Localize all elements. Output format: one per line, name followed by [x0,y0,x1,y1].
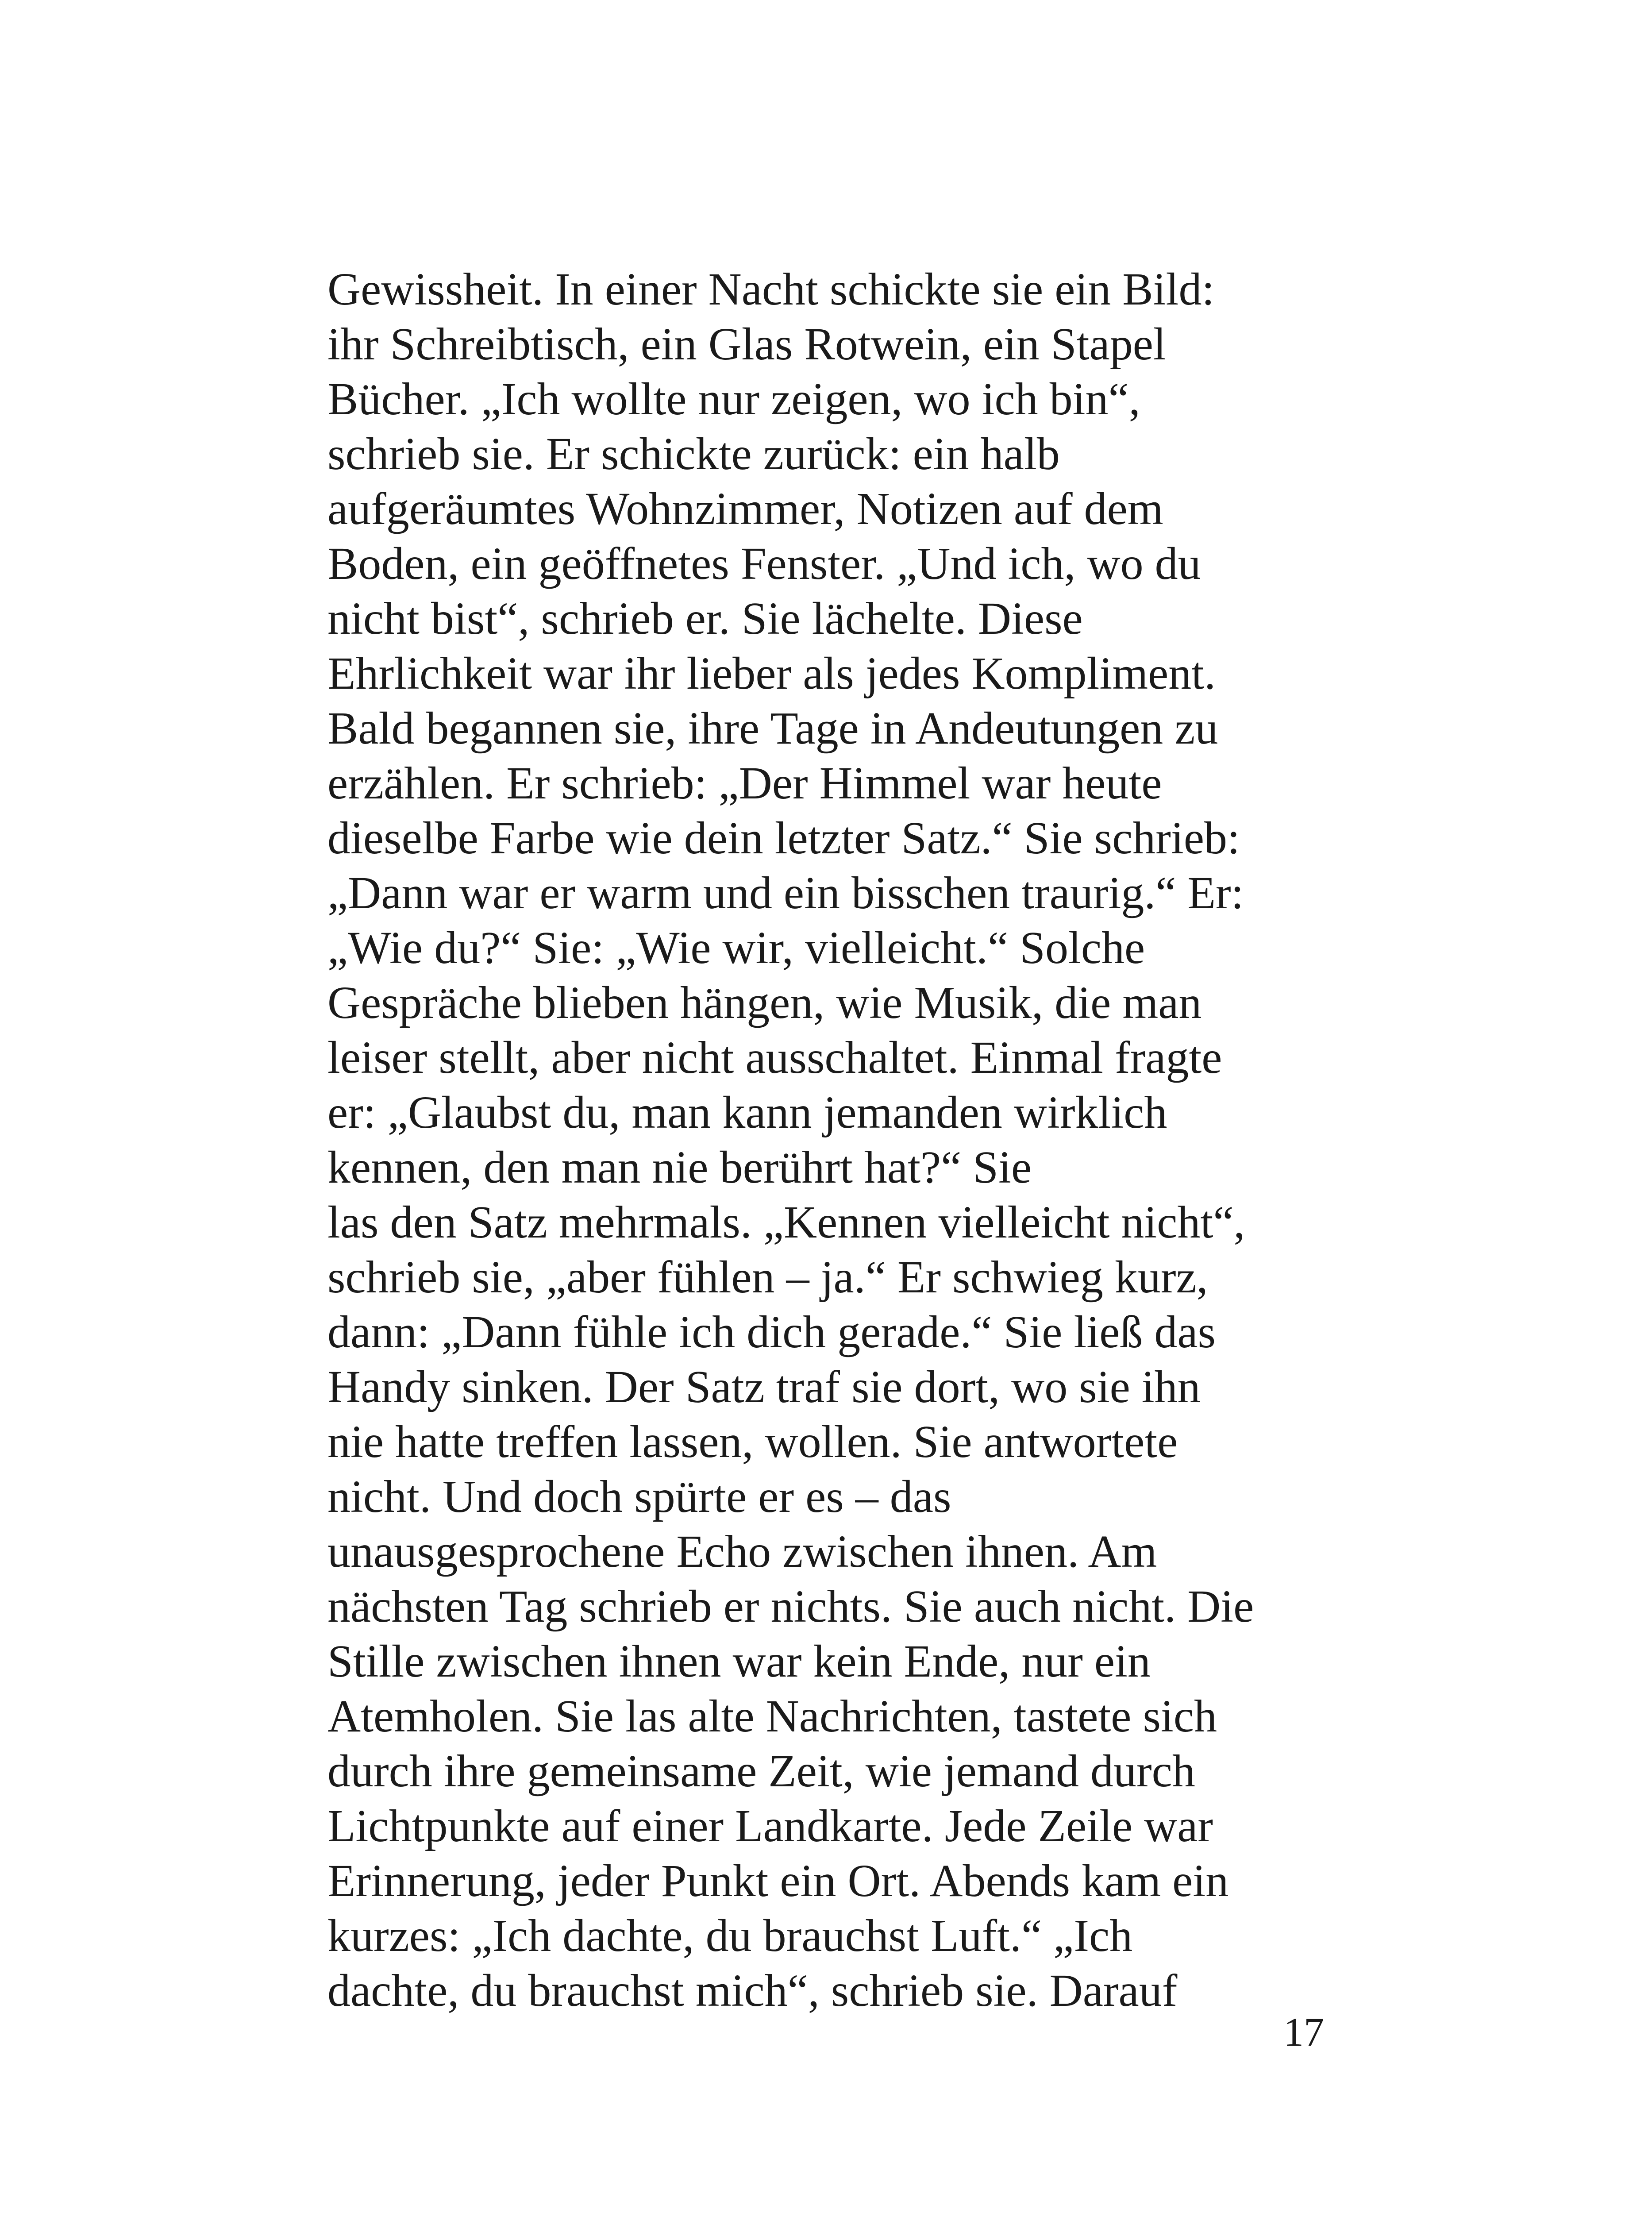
text-line: Ehrlichkeit war ihr lieber als jedes Kompliment. [327,648,1216,699]
body-text [327,262,1345,2018]
text-line: Gewissheit. In einer Nacht schickte sie ein Bild: [327,264,1215,315]
text-line: „Dann war er warm und ein bisschen traurig.“ Er: [327,867,1244,918]
text-line: Lichtpunkte auf einer Landkarte. Jede Zeile war [327,1800,1213,1851]
text-line: Atemholen. Sie las alte Nachrichten, tastete sich [327,1691,1217,1742]
text-line: las den Satz mehrmals. „Kennen vielleicht nicht“, [327,1197,1245,1248]
text-line: nie hatte treffen lassen, wollen. Sie antwortete [327,1416,1178,1467]
text-line: nächsten Tag schrieb er nichts. Sie auch nicht. Die [327,1581,1254,1632]
text-line: dachte, du brauchst mich“, schrieb sie. Darauf [327,1965,1178,2016]
text-line: Bücher. „Ich wollte nur zeigen, wo ich bin“, [327,374,1140,424]
text-line: dann: „Dann fühle ich dich gerade.“ Sie ließ das [327,1307,1216,1357]
text-line: nicht. Und doch spürte er es – das [327,1471,951,1522]
page-number: 17 [1283,2009,1324,2055]
text-line: schrieb sie, „aber fühlen – ja.“ Er schwieg kurz, [327,1252,1208,1303]
text-line: Handy sinken. Der Satz traf sie dort, wo sie ihn [327,1361,1201,1412]
text-line: Bald begannen sie, ihre Tage in Andeutungen zu [327,703,1218,754]
text-line: Gespräche blieben hängen, wie Musik, die man [327,977,1202,1028]
text-line: nicht bist“, schrieb er. Sie lächelte. Diese [327,593,1083,644]
text-line: ihr Schreibtisch, ein Glas Rotwein, ein Stapel [327,319,1166,370]
text-line: erzählen. Er schrieb: „Der Himmel war heute [327,758,1162,809]
text-line: schrieb sie. Er schickte zurück: ein halb [327,428,1060,479]
text-line: aufgeräumtes Wohnzimmer, Notizen auf dem [327,483,1163,534]
text-line: unausgesprochene Echo zwischen ihnen. Am [327,1526,1157,1577]
text-line: kurzes: „Ich dachte, du brauchst Luft.“ „Ich [327,1910,1133,1961]
text-line: dieselbe Farbe wie dein letzter Satz.“ Sie schrieb: [327,813,1240,864]
text-line: Erinnerung, jeder Punkt ein Ort. Abends kam ein [327,1855,1229,1906]
text-line: Stille zwischen ihnen war kein Ende, nur ein [327,1636,1151,1687]
text-line: er: „Glaubst du, man kann jemanden wirklich [327,1087,1167,1138]
text-line: kennen, den man nie berührt hat?“ Sie [327,1142,1032,1193]
text-line: leiser stellt, aber nicht ausschaltet. Einmal fragte [327,1032,1222,1083]
text-line: Boden, ein geöffnetes Fenster. „Und ich, wo du [327,538,1201,589]
text-line: durch ihre gemeinsame Zeit, wie jemand durch [327,1746,1195,1797]
text-line: „Wie du?“ Sie: „Wie wir, vielleicht.“ Solche [327,922,1145,973]
